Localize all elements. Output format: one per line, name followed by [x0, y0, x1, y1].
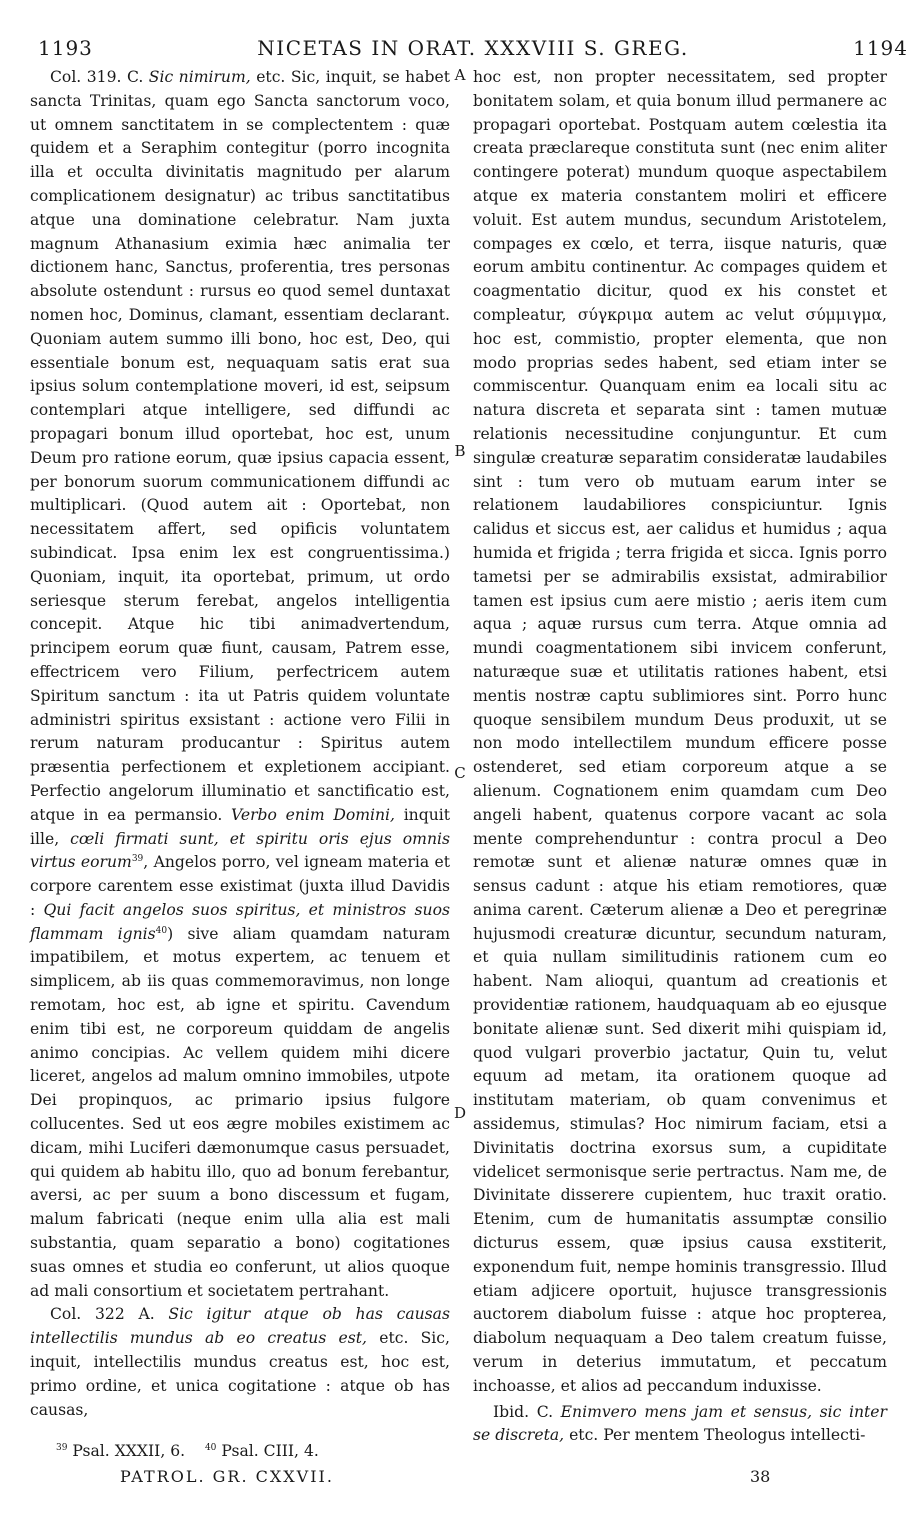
body-text: inquit ille, [30, 805, 450, 848]
right-column [473, 66, 887, 1448]
left-paragraph-1 [30, 66, 450, 1303]
margin-letter-a: A [454, 66, 466, 84]
column-reference: Col. 319. C. [50, 68, 144, 86]
body-text: ) sive aliam quamdam naturam impatibilem, et motus expertem, ac tenuem et simplicem, ab iis quas commemoravimus, non longe remotam, hoc est, ab igne et spiritu. Cavendum enim tibi est, ne corporeum quiddam de angelis animo concipias. Ac vellem quidem mihi dicere liceret, angelos ad malum omnino immobiles, utpote Dei propinquos, ac primario ipsius fulgore collucentes. Sed ut eos ægre mobiles existimem ac dicam, mihi Luciferi dæmonumque casus persuadet, qui quidem ab habitu illo, quo ad bonum ferebantur, aversi, ac per suum a bono discessum et fugam, malum fabricati (neque enim ulla alia est mali substantia, quam separatio a bono) cogitationes suas omnes et studia eo conferunt, ut alios quoque ad mali consortium et societatem pertrahant. [30, 924, 450, 1300]
right-paragraph-2 [473, 1401, 887, 1449]
body-text: etc. Per mentem Theologus intellecti- [569, 1426, 866, 1445]
page-number-left: 1193 [38, 36, 93, 60]
page-number-right: 1194 [853, 36, 908, 60]
lemma: Sic igitur atque ob has causas intellectilis mundus ab eo creatus est, [30, 1305, 450, 1348]
running-title: NICETAS IN ORAT. XXXVIII S. GREG. [257, 36, 689, 60]
gathering-signature: 38 [750, 1467, 771, 1486]
footnote-number: 40 [204, 1442, 217, 1453]
page-header [38, 36, 908, 60]
quotation: Verbo enim Domini, [231, 805, 395, 824]
margin-letter-c: C [454, 764, 466, 782]
column-reference: Col. 322 A. [50, 1305, 155, 1324]
footnote-text: Psal. CIII, 4. [221, 1442, 319, 1460]
right-paragraph-1: hoc est, non propter necessitatem, sed propter bonitatem solam, et quia bonum illud permanere ac propagari oportebat. Postquam autem cœlestia ita creata præclareque constituta sunt (nec enim aliter contingere poterat) mundum quoque aspectabilem atque ex materia constantem moliri et efficere voluit. Est autem mundus, secundum Aristotelem, compages ex cœlo, et terra, iisque naturis, quæ eorum ambitu continentur. Ac compages quidem et coagmentatio dicitur, quod ex his constet et compleatur, σύγκριμα autem ac velut σύμμιγμα, hoc est, commistio, propter elementa, que non modo proprias sedes habent, sed etiam inter se commiscentur. Quanquam enim ea locali situ ac natura discreta et separata sint : tamen mutuæ relationis necessitudine conjunguntur. Et cum singulæ creaturæ separatim consideratæ laudabiles sint : tum vero ob mutuam earum inter se relationem laudabiliores conspiciuntur. Ignis calidus et siccus est, aer calidus et humidus ; aqua humida et frigida ; terra frigida et sicca. Ignis porro tametsi per se admirabilis exsistat, admirabilior tamen est ipsius cum aere mistio ; aeris item cum aqua ; aquæ rursus cum terra. Atque omnia ad mundi coagmentationem sibi invicem conferunt, naturæque suæ et utilitatis rationes habent, etsi mentis nostræ captu sublimiores sint. Porro hunc quoque sensibilem mundum Deus produxit, ut se non modo intellectilem mundum efficere posse ostenderet, sed etiam corporeum atque a se alienum. Cognationem enim quamdam cum Deo angeli habent, quatenus corpore vacant ac sola mente comprehenduntur : contra procul a Deo remotæ sunt et alienæ naturæ omnes quæ in sensus cadunt : atque his etiam remotiores, quæ anima carent. Cæterum alienæ a Deo et peregrinæ hujusmodi creaturæ dicuntur, secundum naturam, et quia nullam similitudinis rationem cum eo habent. Nam alioqui, quantum ad creationis et providentiæ rationem, haudquaquam ab eo ejusque bonitate alienæ sunt. Sed dixerit mihi quispiam id, quod vulgari proverbio jactatur, Quin tu, velut equum ad metam, ita orationem quoque ad institutam materiam, ob quam convenimus et assidemus, stimulas? Hoc nimirum faciam, etsi a Divinitatis doctrina exorsus sum, a cupiditate videlicet sermonisque serie pertractus. Nam me, de Divinitate disserere cupientem, huc traxit oratio. Etenim, cum de humanitatis assumptæ consilio dicturus essem, quæ ipsius causa exstiterit, exponendum fuit, nempe hominis transgressio. Illud etiam adjicere oportuit, hujusce transgressionis auctorem diabolum fuisse : atque hoc propterea, diabolum nequaquam a Deo talem creatum fuisse, verum in deterius immutatum, et peccatum inchoasse, et alios ad peccandum induxisse. [473, 68, 887, 1395]
quotation: cœli firmati sunt, et spiritu oris ejus omnis virtus eorum [30, 829, 450, 872]
footnote-text: Psal. XXXII, 6. [72, 1442, 186, 1460]
left-column [30, 66, 450, 1422]
body-text: etc. Sic, inquit, se habet sancta Trinitas, quam ego Sancta sanctorum voco, ut omnem sanctitatem in se complectentem : quæ quidem et a Seraphim contegitur (porro incognita illa et occulta divinitatis magnitudo per alarum complicationem designatur) ac tribus sanctitatibus atque una dominatione celebratur. Nam juxta magnum Athanasium eximia hæc animalia ter dictionem hanc, Sanctus, proferentia, tres personas absolute ostendunt : rursus eo quod semel duntaxat nomen hoc, Dominus, clamant, essentiam declarant. Quoniam autem summo illi bono, hoc est, Deo, qui essentiale bonum est, nequaquam satis erat sua ipsius solum contemplatione moveri, id est, seipsum contemplari atque intelligere, sed diffundi ac propagari bonum illud oportebat, hoc est, unum Deum pro ratione eorum, quæ ipsius capacia essent, per bonorum suorum communicationem diffundi ac multiplicari. (Quod autem ait : Oportebat, non necessitatem affert, sed opificis voluntatem subindicat. Ipsa enim lex est congruentissima.) Quoniam, inquit, ita oportebat, primum, ut ordo seriesque sterum ferebat, angelos intelligentia concepit. Atque hic tibi animadvertendum, principem eorum quæ fiunt, causam, Patrem esse, effectricem vero Filium, perfectricem autem Spiritum sanctum : ita ut Patris quidem voluntate administri spiritus exsistant : actione vero Filii in rerum naturam producantur : Spiritus autem præsentia perfectionem et expletionem accipiant. Perfectio angelorum illuminatio et sanctificatio est, atque in ea permansio. [30, 68, 450, 824]
margin-letter-d: D [453, 1104, 467, 1122]
footnote-number: 39 [56, 1442, 68, 1453]
margin-letter-b: B [454, 442, 466, 460]
footnote-marker: 39 [131, 854, 144, 865]
lemma: Sic nimirum, [148, 68, 251, 86]
lemma: Enimvero mens jam et sensus, sic inter se discreta, [473, 1402, 887, 1445]
column-reference: Ibid. C. [493, 1402, 554, 1421]
quotation: Qui facit angelos suos spiritus, et ministros suos flammam ignis [30, 900, 450, 943]
footnotes [56, 1442, 319, 1460]
footnote-marker: 40 [155, 925, 168, 936]
body-text: , Angelos porro, vel igneam materia et corpore carentem esse existimat (juxta illud Davidis : [30, 853, 450, 919]
left-paragraph-2 [30, 1303, 450, 1422]
volume-signature: PATROL. GR. CXXVII. [120, 1467, 334, 1486]
body-text: etc. Sic, inquit, intellectilis mundus creatus est, hoc est, primo ordine, et unica cogitatione : atque ob has causas, [30, 1329, 450, 1419]
